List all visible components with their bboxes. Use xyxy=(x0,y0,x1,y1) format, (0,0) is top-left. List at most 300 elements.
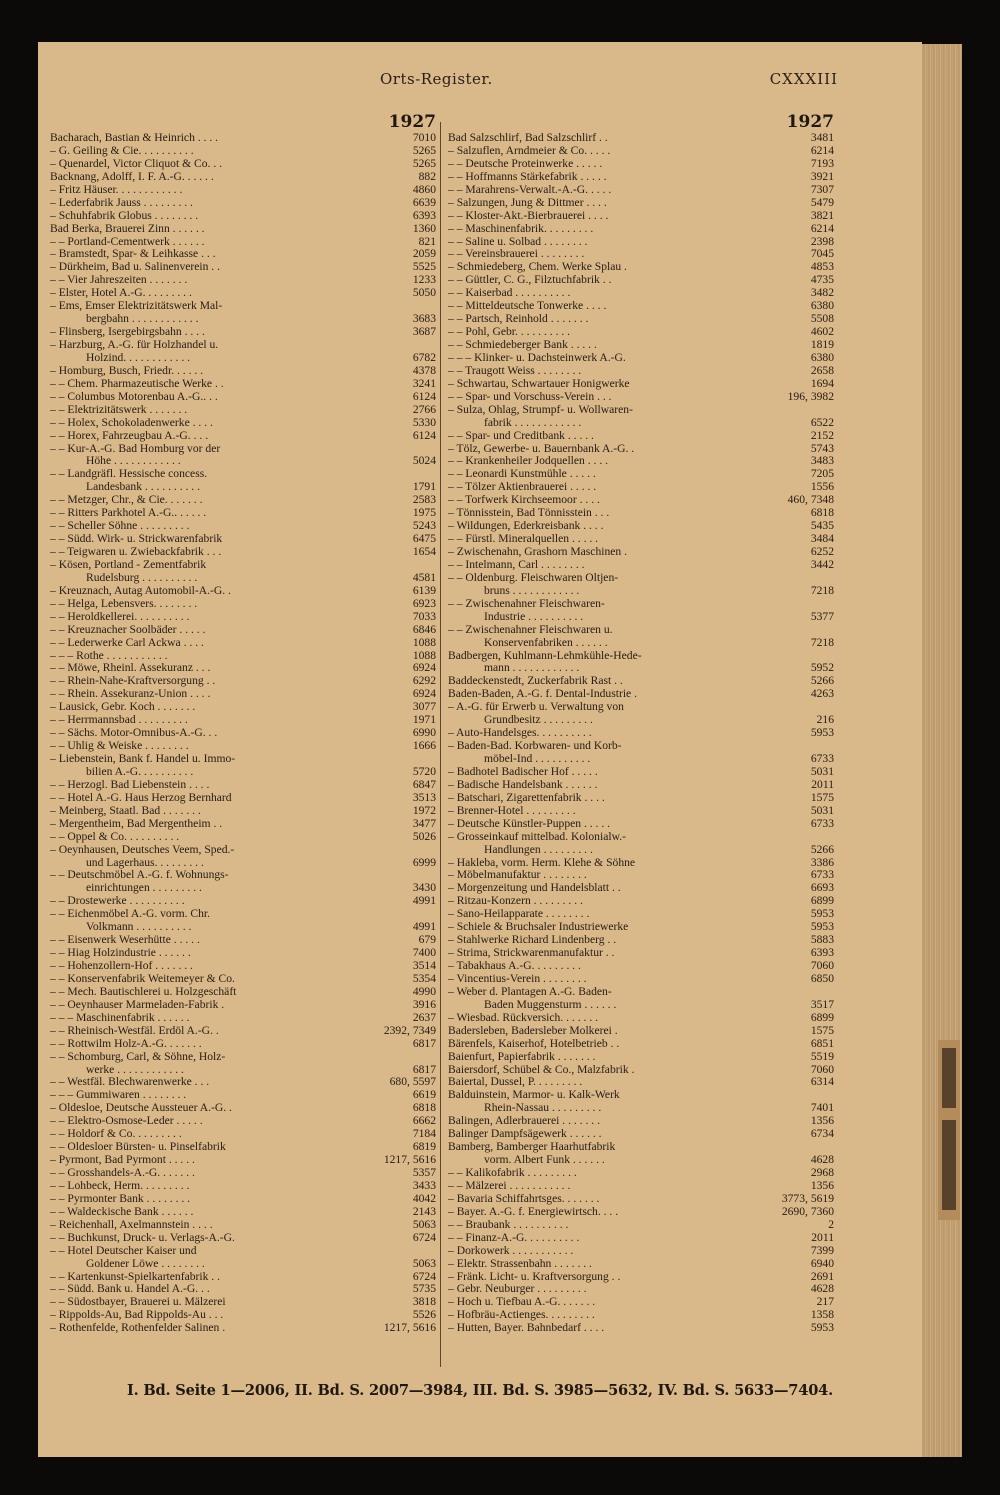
entry-page-ref: 2392, 7349 xyxy=(383,1023,436,1037)
entry-name: – G. Geiling & Cie. . . . . . . . . . xyxy=(50,144,194,157)
entry-page-ref: 7033 xyxy=(412,609,436,623)
register-entry xyxy=(448,287,834,300)
entry-name: – Tabakhaus A.-G. . . . . . . . . xyxy=(448,960,581,972)
register-entry xyxy=(448,882,834,895)
entry-name: – Bramstedt, Spar- & Leihkasse . . . xyxy=(50,248,216,261)
entry-page-ref: 5953 xyxy=(810,1321,834,1335)
entry-name: – – Hohenzollern-Hof . . . . . . . xyxy=(50,960,193,972)
entry-page-ref: 1556 xyxy=(810,480,834,494)
entry-name: – – – Maschinenfabrik . . . . . . xyxy=(50,1011,190,1024)
register-entry xyxy=(448,1322,834,1335)
entry-page-ref: 6818 xyxy=(810,506,834,520)
entry-name: – Sulza, Ohlag, Strumpf- u. Wollwaren- xyxy=(448,403,633,416)
entry-name: – – Güttler, C. G., Filztuchfabrik . . xyxy=(448,274,612,287)
entry-page-ref: 6924 xyxy=(412,687,436,701)
entry-name: – Reichenhall, Axelmannstein . . . . xyxy=(50,1218,213,1231)
entry-page-ref: 6619 xyxy=(412,1088,436,1102)
entry-name: – – Lederwerke Carl Ackwa . . . . xyxy=(50,636,204,649)
register-entry xyxy=(448,1128,834,1141)
register-entry xyxy=(50,1309,436,1322)
register-entry xyxy=(448,895,834,908)
entry-continuation: Landesbank . . . . . . . . . . xyxy=(86,481,200,494)
entry-page-ref: 1971 xyxy=(412,713,436,727)
entry-name: – Tölz, Gewerbe- u. Bauernbank A.-G. . xyxy=(448,442,635,455)
register-entry xyxy=(50,740,436,753)
entry-name: – – Chem. Pharmazeutische Werke . . xyxy=(50,377,224,390)
page-title: Orts-Register. xyxy=(380,70,493,88)
register-entry xyxy=(50,792,436,805)
entry-name: – – Deutsche Proteinwerke . . . . . xyxy=(448,157,603,170)
entry-name: – – Rhein-Nahe-Kraftversorgung . . xyxy=(50,675,216,688)
entry-continuation: Industrie . . . . . . . . . . xyxy=(484,610,584,623)
register-entry xyxy=(448,650,834,676)
spine-stamp-mark xyxy=(936,1040,962,1220)
entry-name: – – Spar- und Creditbank . . . . . xyxy=(448,429,594,442)
entry-page-ref: 680, 5597 xyxy=(389,1075,436,1089)
entry-name: – – Lohbeck, Herm. . . . . . . . . xyxy=(50,1179,190,1192)
entry-page-ref: 6724 xyxy=(412,1230,436,1244)
register-entry xyxy=(50,197,436,210)
register-entry xyxy=(50,650,436,663)
entry-page-ref: 5063 xyxy=(412,1217,436,1231)
entry-name: – – Mälzerei . . . . . . . . . . . xyxy=(448,1179,571,1192)
entry-page-ref: 6924 xyxy=(412,661,436,675)
register-entry xyxy=(50,184,436,197)
register-entry xyxy=(448,818,834,831)
entry-page-ref: 6734 xyxy=(810,1127,834,1141)
register-entry xyxy=(448,675,834,688)
entry-name: – – Eichenmöbel A.-G. vorm. Chr. xyxy=(50,908,211,921)
entry-continuation: mann . . . . . . . . . . . . xyxy=(484,662,580,675)
entry-page-ref: 1575 xyxy=(810,1023,834,1037)
entry-name: – – Mech. Bautischlerei u. Holzgeschäft xyxy=(50,985,237,998)
entry-page-ref: 2398 xyxy=(810,234,834,248)
entry-name: – Rippolds-Au, Bad Rippolds-Au . . . xyxy=(50,1309,224,1322)
entry-page-ref: 6817 xyxy=(412,1036,436,1050)
entry-page-ref: 821 xyxy=(418,234,436,248)
register-entry xyxy=(50,1102,436,1115)
entry-page-ref: 2 xyxy=(828,1217,834,1231)
entry-page-ref: 3077 xyxy=(412,700,436,714)
entry-page-ref: 4602 xyxy=(810,325,834,339)
register-entry xyxy=(448,947,834,960)
entry-continuation: möbel-Ind . . . . . . . . . . xyxy=(484,753,591,765)
entry-name: – Quenardel, Victor Cliquot & Co. . . xyxy=(50,157,223,170)
entry-page-ref: 6733 xyxy=(810,816,834,830)
register-entry xyxy=(50,210,436,223)
register-entry xyxy=(448,339,834,352)
register-entry xyxy=(50,1115,436,1128)
entry-page-ref: 5265 xyxy=(412,156,436,170)
register-entry xyxy=(50,1193,436,1206)
entry-name: – Auto-Handelsges. . . . . . . . . . xyxy=(448,727,592,740)
page-edges xyxy=(922,44,962,1457)
entry-page-ref: 7399 xyxy=(810,1243,834,1257)
register-entry xyxy=(448,1245,834,1258)
register-entry xyxy=(448,688,834,701)
entry-name: – Möbelmanufaktur . . . . . . . . xyxy=(448,869,587,882)
register-entry xyxy=(50,688,436,701)
register-entry xyxy=(448,132,834,145)
entry-name: – – Kaiserbad . . . . . . . . . . xyxy=(448,287,571,300)
entry-page-ref: 6252 xyxy=(810,545,834,558)
entry-page-ref: 3916 xyxy=(412,997,436,1011)
register-entry xyxy=(50,248,436,261)
entry-name: – – Oldesloer Bürsten- u. Pinselfabrik xyxy=(50,1141,226,1154)
entry-page-ref: 5953 xyxy=(810,726,834,740)
register-entry xyxy=(50,417,436,430)
entry-name: – Hutten, Bayer. Bahnbedarf . . . . xyxy=(448,1322,605,1335)
register-entry xyxy=(50,1296,436,1309)
entry-page-ref: 2691 xyxy=(810,1269,834,1283)
register-entry xyxy=(448,805,834,818)
entry-name: – – – Klinker- u. Dachsteinwerk A.-G. xyxy=(448,351,626,364)
entry-page-ref: 5063 xyxy=(412,1256,436,1270)
entry-page-ref: 6693 xyxy=(810,881,834,895)
register-entry xyxy=(448,378,834,391)
register-entry xyxy=(448,792,834,805)
register-entry xyxy=(50,158,436,171)
entry-page-ref: 6899 xyxy=(810,894,834,908)
entry-page-ref: 3514 xyxy=(412,959,436,972)
entry-page-ref: 2011 xyxy=(811,777,834,791)
entry-page-ref: 5953 xyxy=(810,907,834,921)
entry-name: Backnang, Adolff, I. F. A.-G. . . . . . xyxy=(50,170,214,183)
entry-name: – Zwischenahn, Grashorn Maschinen . xyxy=(448,546,628,558)
entry-page-ref: 6999 xyxy=(412,855,436,869)
entry-name: – Lederfabrik Jauss . . . . . . . . . xyxy=(50,196,193,209)
register-entry xyxy=(50,520,436,533)
register-entry xyxy=(50,675,436,688)
register-entry xyxy=(448,624,834,650)
entry-page-ref: 216 xyxy=(816,713,834,727)
entry-page-ref: 3821 xyxy=(810,208,834,222)
entry-name: – – Landgräfl. Hessische concess. xyxy=(50,468,208,481)
entry-name: – Sano-Heilapparate . . . . . . . . xyxy=(448,908,590,921)
entry-name: – Schwartau, Schwartauer Honigwerke xyxy=(448,377,630,390)
register-entry xyxy=(50,132,436,145)
entry-page-ref: 1360 xyxy=(412,221,436,235)
register-entry xyxy=(448,921,834,934)
register-entry xyxy=(448,468,834,481)
entry-page-ref: 6851 xyxy=(810,1036,834,1050)
register-entry xyxy=(50,1012,436,1025)
entry-page-ref: 2011 xyxy=(811,1230,834,1244)
entry-page-ref: 5031 xyxy=(810,764,834,778)
entry-name: – – Herrmannsbad . . . . . . . . . xyxy=(50,714,188,727)
volume-footer: I. Bd. Seite 1—2006, II. Bd. S. 2007—3984, III. Bd. S. 3985—5632, IV. Bd. S. 5633—7404. xyxy=(126,1382,834,1399)
entry-name: – Flinsberg, Isergebirgsbahn . . . . xyxy=(50,326,205,339)
register-entry xyxy=(50,1038,436,1051)
register-entry xyxy=(448,740,834,766)
entry-name: – Dürkheim, Bad u. Salinenverein . . xyxy=(50,261,221,274)
entry-name: – Brenner-Hotel . . . . . . . . . xyxy=(448,804,576,817)
entry-page-ref: 3921 xyxy=(810,169,834,183)
register-entry xyxy=(50,986,436,999)
entry-page-ref: 7218 xyxy=(810,635,834,649)
entry-name: – Salzungen, Jung & Dittmer . . . . xyxy=(448,196,607,209)
entry-name: – Tönnisstein, Bad Tönnisstein . . . xyxy=(448,507,610,520)
entry-name: – Hakleba, vorm. Herm. Klehe & Söhne xyxy=(448,856,636,869)
register-entry xyxy=(50,844,436,870)
entry-name: – Harzburg, A.-G. für Holzhandel u. xyxy=(50,339,219,351)
entry-page-ref: 882 xyxy=(418,169,436,183)
entry-name: – Oldesloe, Deutsche Aussteuer A.-G. . xyxy=(50,1102,232,1115)
entry-name: Bamberg, Bamberger Haarhutfabrik xyxy=(448,1141,616,1154)
register-entry xyxy=(50,339,436,365)
register-entry xyxy=(448,352,834,365)
register-entry xyxy=(50,585,436,598)
entry-name: – – Hiag Holzindustrie . . . . . . xyxy=(50,947,191,960)
register-entry xyxy=(448,1206,834,1219)
register-entry xyxy=(448,1025,834,1038)
entry-name: – Stahlwerke Richard Lindenberg . . xyxy=(448,934,617,947)
entry-name: – – Hotel A.-G. Haus Herzog Bernhard xyxy=(50,791,232,804)
register-entry xyxy=(448,326,834,339)
entry-page-ref: 4853 xyxy=(810,260,834,274)
register-entry xyxy=(50,1141,436,1154)
entry-page-ref: 6846 xyxy=(412,622,436,636)
register-entry xyxy=(448,223,834,236)
register-entry xyxy=(50,443,436,469)
register-entry xyxy=(50,753,436,779)
entry-name: Bad Salzschlirf, Bad Salzschlirf . . xyxy=(448,132,608,144)
register-entry xyxy=(448,986,834,1012)
entry-name: – Schuhfabrik Globus . . . . . . . . xyxy=(50,209,199,222)
column-divider xyxy=(440,122,441,1367)
entry-name: Baienfurt, Papierfabrik . . . . . . . xyxy=(448,1050,596,1063)
entry-page-ref: 5354 xyxy=(412,971,436,985)
entry-name: – – Pohl, Gebr. . . . . . . . . . xyxy=(448,326,571,339)
entry-name: – – Elektro-Osmose-Leder . . . . . xyxy=(50,1115,203,1128)
register-entry xyxy=(448,1232,834,1245)
entry-name: – Liebenstein, Bank f. Handel u. Immo- xyxy=(50,753,236,765)
entry-page-ref: 7307 xyxy=(810,182,834,196)
register-entry xyxy=(50,494,436,507)
register-entry xyxy=(50,1271,436,1284)
register-entry xyxy=(448,1193,834,1206)
entry-name: – Grosseinkauf mittelbad. Kolonialw.- xyxy=(448,830,626,843)
entry-page-ref: 5479 xyxy=(810,195,834,209)
register-entry xyxy=(448,1271,834,1284)
entry-page-ref: 6818 xyxy=(412,1101,436,1115)
entry-continuation: und Lagerhaus. . . . . . . . . xyxy=(86,856,204,869)
entry-page-ref: 4628 xyxy=(810,1282,834,1296)
entry-page-ref: 1575 xyxy=(810,790,834,804)
register-entry xyxy=(50,287,436,300)
register-entry xyxy=(50,662,436,675)
register-entry xyxy=(448,559,834,572)
entry-name: – Strima, Strickwarenmanufaktur . . xyxy=(448,947,615,960)
register-entry xyxy=(448,572,834,598)
entry-name: – Weber d. Plantagen A.-G. Baden- xyxy=(448,985,612,998)
entry-name: – Vincentius-Verein . . . . . . . . xyxy=(448,972,587,985)
register-entry xyxy=(448,184,834,197)
entry-continuation: bruns . . . . . . . . . . . . xyxy=(484,584,580,597)
register-entry xyxy=(448,727,834,740)
entry-name: – – – Rothe . . . . . . . . . . . xyxy=(50,649,168,662)
register-entry xyxy=(448,1064,834,1077)
entry-page-ref: 217 xyxy=(816,1295,834,1309)
entry-name: – – Columbus Motorenbau A.-G.. . . xyxy=(50,390,218,403)
register-entry xyxy=(50,1232,436,1245)
entry-name: – Baden-Bad. Korbwaren- und Korb- xyxy=(448,740,622,753)
entry-page-ref: 6214 xyxy=(810,221,834,235)
register-entry xyxy=(448,158,834,171)
entry-name: – – Leonardi Kunstmühle . . . . . xyxy=(448,468,596,481)
entry-name: Baiertal, Dussel, P. . . . . . . . . xyxy=(448,1076,583,1089)
entry-name: – – Kur-A.-G. Bad Homburg vor der xyxy=(50,442,221,455)
entry-page-ref: 6724 xyxy=(412,1269,436,1283)
entry-continuation: Volkmann . . . . . . . . . . xyxy=(86,921,192,934)
register-entry xyxy=(448,507,834,520)
entry-page-ref: 7401 xyxy=(810,1101,834,1115)
entry-continuation: fabrik . . . . . . . . . . . . xyxy=(484,416,582,429)
entry-page-ref: 6923 xyxy=(412,596,436,610)
entry-name: – – Torfwerk Kirchseemoor . . . . xyxy=(448,494,600,507)
entry-name: – – Finanz-A.-G. . . . . . . . . . xyxy=(448,1231,580,1244)
entry-page-ref: 7060 xyxy=(810,1062,834,1076)
register-entry xyxy=(50,261,436,274)
entry-page-ref: 7400 xyxy=(412,946,436,960)
entry-name: – Fränk. Licht- u. Kraftversorgung . . xyxy=(448,1270,621,1283)
register-entry xyxy=(50,378,436,391)
entry-name: Balinger Dampfsägewerk . . . . . . xyxy=(448,1128,602,1141)
register-entry xyxy=(448,300,834,313)
entry-name: – – Hoffmanns Stärkefabrik . . . . . xyxy=(448,170,607,183)
register-entry xyxy=(50,1245,436,1271)
register-entry xyxy=(50,895,436,908)
register-entry xyxy=(50,171,436,184)
register-entry xyxy=(50,1206,436,1219)
entry-page-ref: 5265 xyxy=(412,143,436,157)
entry-page-ref: 3482 xyxy=(810,286,834,300)
register-entry xyxy=(448,1258,834,1271)
register-entry xyxy=(50,779,436,792)
entry-page-ref: 3477 xyxy=(412,816,436,830)
entry-name: Balingen, Adlerbrauerei . . . . . . . xyxy=(448,1115,600,1128)
year-label: 1927 xyxy=(388,112,436,132)
entry-name: – Pyrmont, Bad Pyrmont . . . . . xyxy=(50,1154,195,1167)
entry-page-ref: 6817 xyxy=(412,1062,436,1076)
entry-name: – – Scheller Söhne . . . . . . . . . xyxy=(50,520,190,533)
entry-name: – – Südd. Bank u. Handel A.-G. . . xyxy=(50,1283,210,1296)
entry-name: – Wildungen, Ederkreisbank . . . . xyxy=(448,520,604,533)
entry-page-ref: 5435 xyxy=(810,519,834,533)
entry-name: – – Spar- und Vorschuss-Verein . . . xyxy=(448,390,612,403)
register-entry xyxy=(50,559,436,585)
entry-name: – – Oldenburg. Fleischwaren Oltjen- xyxy=(448,571,619,584)
entry-page-ref: 5377 xyxy=(810,609,834,623)
entry-continuation: Goldener Löwe . . . . . . . . xyxy=(86,1257,205,1270)
register-entry xyxy=(50,391,436,404)
entry-page-ref: 2658 xyxy=(810,363,834,377)
entry-page-ref: 5735 xyxy=(412,1282,436,1296)
entry-page-ref: 6475 xyxy=(412,532,436,546)
entry-name: – – Südd. Wirk- u. Strickwarenfabrik xyxy=(50,533,223,546)
register-entry xyxy=(448,546,834,559)
entry-name: – – Fürstl. Mineralquellen . . . . . xyxy=(448,533,599,546)
entry-page-ref: 460, 7348 xyxy=(787,493,834,507)
entry-page-ref: 6124 xyxy=(412,389,436,403)
entry-continuation: Rhein-Nassau . . . . . . . . . xyxy=(484,1102,602,1115)
entry-page-ref: 3773, 5619 xyxy=(781,1191,834,1205)
register-entry xyxy=(448,274,834,287)
register-entry xyxy=(448,494,834,507)
entry-page-ref: 3481 xyxy=(810,131,834,144)
entry-page-ref: 1666 xyxy=(412,739,436,753)
entry-continuation: Rudelsburg . . . . . . . . . . xyxy=(86,571,198,584)
register-entry xyxy=(448,1180,834,1193)
entry-page-ref: 196, 3982 xyxy=(787,389,834,403)
entry-page-ref: 5243 xyxy=(412,519,436,533)
entry-page-ref: 3517 xyxy=(810,997,834,1011)
entry-page-ref: 3818 xyxy=(412,1295,436,1309)
entry-page-ref: 1791 xyxy=(412,480,436,494)
entry-page-ref: 4628 xyxy=(810,1153,834,1167)
entry-page-ref: 7060 xyxy=(810,959,834,972)
register-entry xyxy=(50,365,436,378)
entry-name: – Kösen, Portland - Zementfabrik xyxy=(50,558,207,571)
entry-page-ref: 1356 xyxy=(810,1178,834,1192)
entry-page-ref: 3241 xyxy=(412,376,436,390)
entry-name: Baiersdorf, Schübel & Co., Malzfabrik . xyxy=(448,1063,635,1076)
entry-page-ref: 1975 xyxy=(412,506,436,520)
entry-page-ref: 6733 xyxy=(810,868,834,882)
entry-name: – Mergentheim, Bad Mergentheim . . xyxy=(50,817,223,830)
entry-page-ref: 2690, 7360 xyxy=(781,1204,834,1218)
entry-name: – – Schmiedeberger Bank . . . . . xyxy=(448,339,597,351)
entry-name: – Elster, Hotel A.-G. . . . . . . . . xyxy=(50,287,192,300)
entry-name: – Bavaria Schiffahrtsges. . . . . . . xyxy=(448,1192,600,1205)
register-entry xyxy=(50,1051,436,1077)
entry-page-ref: 4378 xyxy=(412,363,436,377)
entry-name: – – Intelmann, Carl . . . . . . . . xyxy=(448,558,585,571)
entry-name: – Kreuznach, Autag Automobil-A.-G. . xyxy=(50,584,231,597)
entry-name: – – Holdorf & Co. . . . . . . . . xyxy=(50,1128,182,1141)
register-entry xyxy=(448,391,834,404)
entry-name: – – Kreuznacher Soolbäder . . . . . xyxy=(50,623,206,636)
register-entry xyxy=(448,443,834,456)
entry-page-ref: 2637 xyxy=(412,1010,436,1024)
entry-name: – Schiele & Bruchsaler Industriewerke xyxy=(448,921,629,934)
entry-name: – Elektr. Strassenbahn . . . . . . . xyxy=(448,1257,592,1270)
entry-continuation: werke . . . . . . . . . . . . xyxy=(86,1063,184,1076)
register-entry xyxy=(50,960,436,973)
entry-name: – – Sächs. Motor-Omnibus-A.-G. . . xyxy=(50,727,218,740)
register-entry xyxy=(448,779,834,792)
register-entry xyxy=(448,1115,834,1128)
entry-name: – Badhotel Badischer Hof . . . . . xyxy=(448,765,598,778)
entry-page-ref: 5508 xyxy=(810,312,834,326)
entry-page-ref: 5330 xyxy=(412,415,436,429)
entry-name: Bärenfels, Kaiserhof, Hotelbetrieb . . xyxy=(448,1037,620,1050)
entry-name: – Hofbräu-Actienges. . . . . . . . . xyxy=(448,1309,595,1322)
page-header xyxy=(38,66,922,92)
entry-continuation: Höhe . . . . . . . . . . . . xyxy=(86,455,181,468)
entry-page-ref: 1233 xyxy=(412,273,436,287)
entry-name: – A.-G. für Erwerb u. Verwaltung von xyxy=(448,701,624,714)
register-entry xyxy=(50,1128,436,1141)
entry-name: – – Hotel Deutscher Kaiser und xyxy=(50,1244,197,1257)
entry-page-ref: 5525 xyxy=(412,260,436,274)
page-number: CXXXIII xyxy=(769,70,838,88)
entry-name: – Fritz Häuser. . . . . . . . . . . . xyxy=(50,183,183,196)
entry-page-ref: 5024 xyxy=(412,454,436,468)
register-entry xyxy=(448,1012,834,1025)
entry-name: – – Rhein. Assekuranz-Union . . . . xyxy=(50,688,211,701)
register-entry xyxy=(50,637,436,650)
